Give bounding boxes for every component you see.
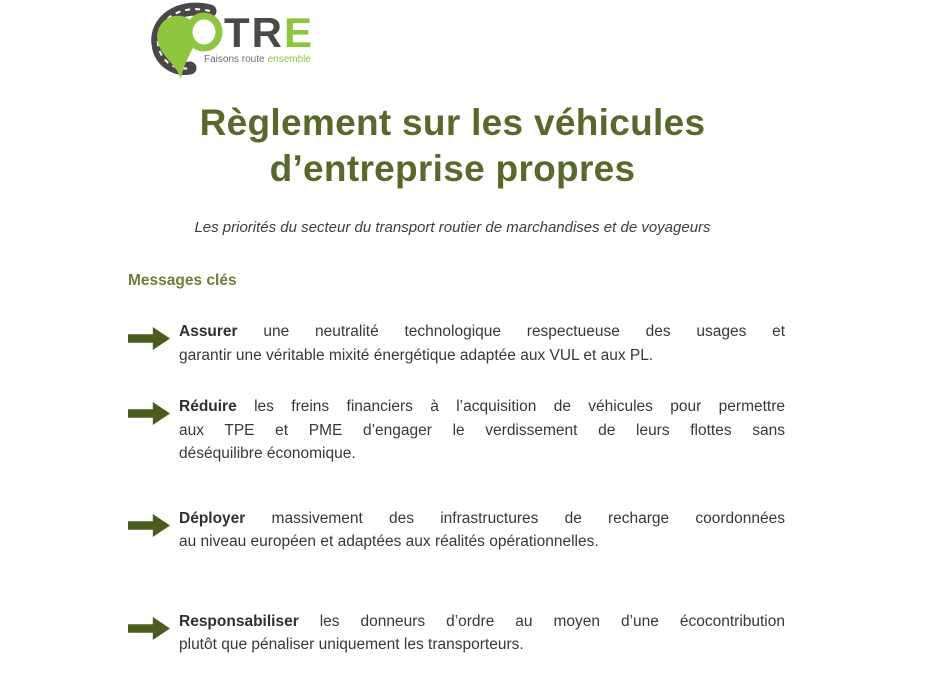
page-title-line1: Règlement sur les véhicules (199, 102, 706, 143)
message-lead: Assurer (179, 323, 238, 340)
message-lead: Déployer (179, 509, 246, 527)
key-message-assurer (128, 320, 793, 367)
key-message-responsabiliser (128, 610, 793, 657)
key-message-text: Déployer massivement des infrastructures de recharge coordonnées au niveau européen et adaptées aux réalités opérationnelles. (179, 509, 785, 550)
page-subtitle: Les priorités du secteur du transport routier de marchandises et de voyageurs (194, 219, 711, 236)
key-message-text: Réduire les freins financiers à l’acquisition de véhicules pour permettre aux TPE et PME d’engager le verdissement de leurs flottes sans déséquilibre économique. (179, 398, 786, 462)
logo-tagline: Faisons route ensemble (204, 54, 311, 65)
arrow-right-icon (128, 511, 170, 540)
page-title-line2: d’entreprise propres (269, 148, 636, 189)
otre-logo (148, 2, 316, 80)
key-messages-list (128, 320, 793, 657)
key-message-reduire (128, 395, 793, 466)
key-message-text: Responsabiliser les donneurs d’ordre au moyen d’une écocontribution plutôt que pénaliser uniquement les transporteurs. (179, 612, 785, 653)
key-message-deployer (128, 507, 793, 554)
message-lead: Responsabiliser (179, 612, 299, 630)
arrow-right-icon (128, 614, 170, 643)
page-title (120, 100, 785, 192)
message-lead: Réduire (179, 398, 237, 415)
logo-letter-o-icon (189, 16, 219, 48)
arrow-right-icon (128, 324, 170, 353)
arrow-right-icon (128, 399, 170, 428)
logo-brand-text: TRE (224, 9, 315, 56)
section-heading-messages-cles: Messages clés (128, 272, 237, 289)
key-message-text: Assurer une neutralité technologique respectueuse des usages et garantir une véritable mixité énergétique adaptée aux VUL et aux PL. (179, 323, 786, 364)
